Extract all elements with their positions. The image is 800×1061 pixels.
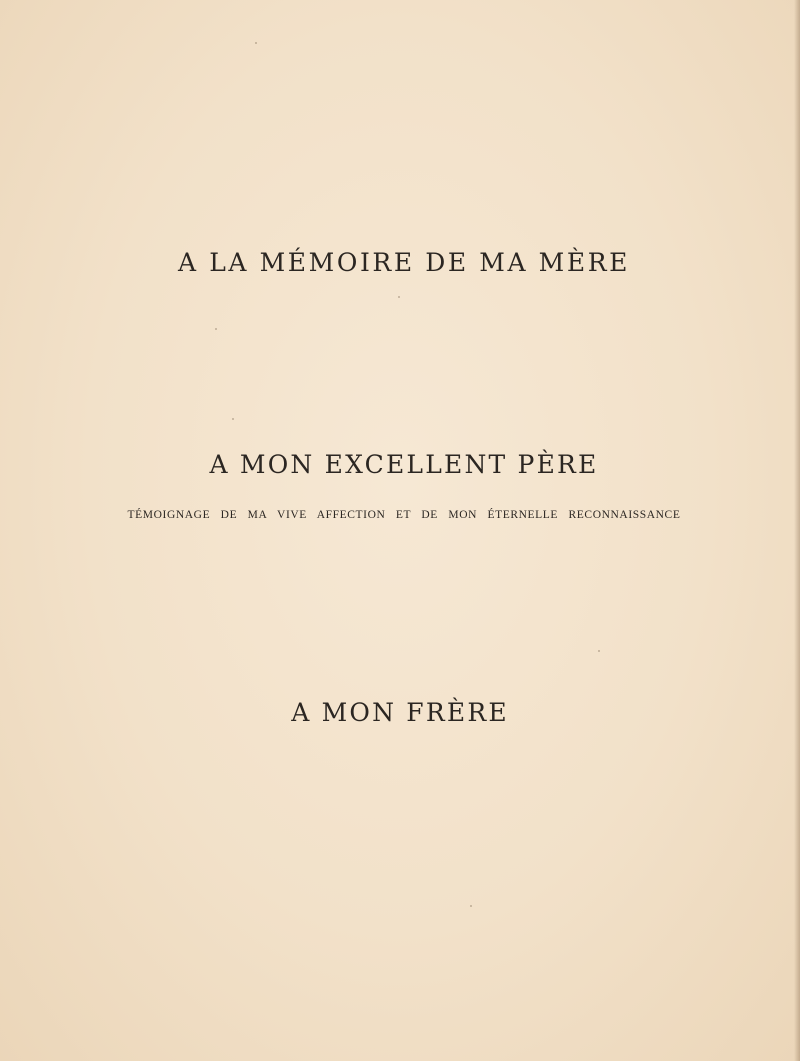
paper-speck — [598, 650, 600, 652]
paper-speck — [215, 328, 217, 330]
dedication-mother: A LA MÉMOIRE DE MA MÈRE — [178, 248, 630, 277]
dedication-testimony: TÉMOIGNAGE DE MA VIVE AFFECTION ET DE MON ÉTERNELLE RECONNAISSANCE — [127, 509, 681, 521]
page-edge-shadow — [794, 0, 800, 1061]
paper-speck — [255, 42, 257, 44]
paper-speck — [398, 296, 400, 298]
paper-speck — [232, 418, 234, 420]
dedication-brother: A MON FRÈRE — [291, 698, 509, 727]
dedication-father: A MON EXCELLENT PÈRE — [209, 450, 599, 479]
paper-speck — [470, 905, 472, 907]
